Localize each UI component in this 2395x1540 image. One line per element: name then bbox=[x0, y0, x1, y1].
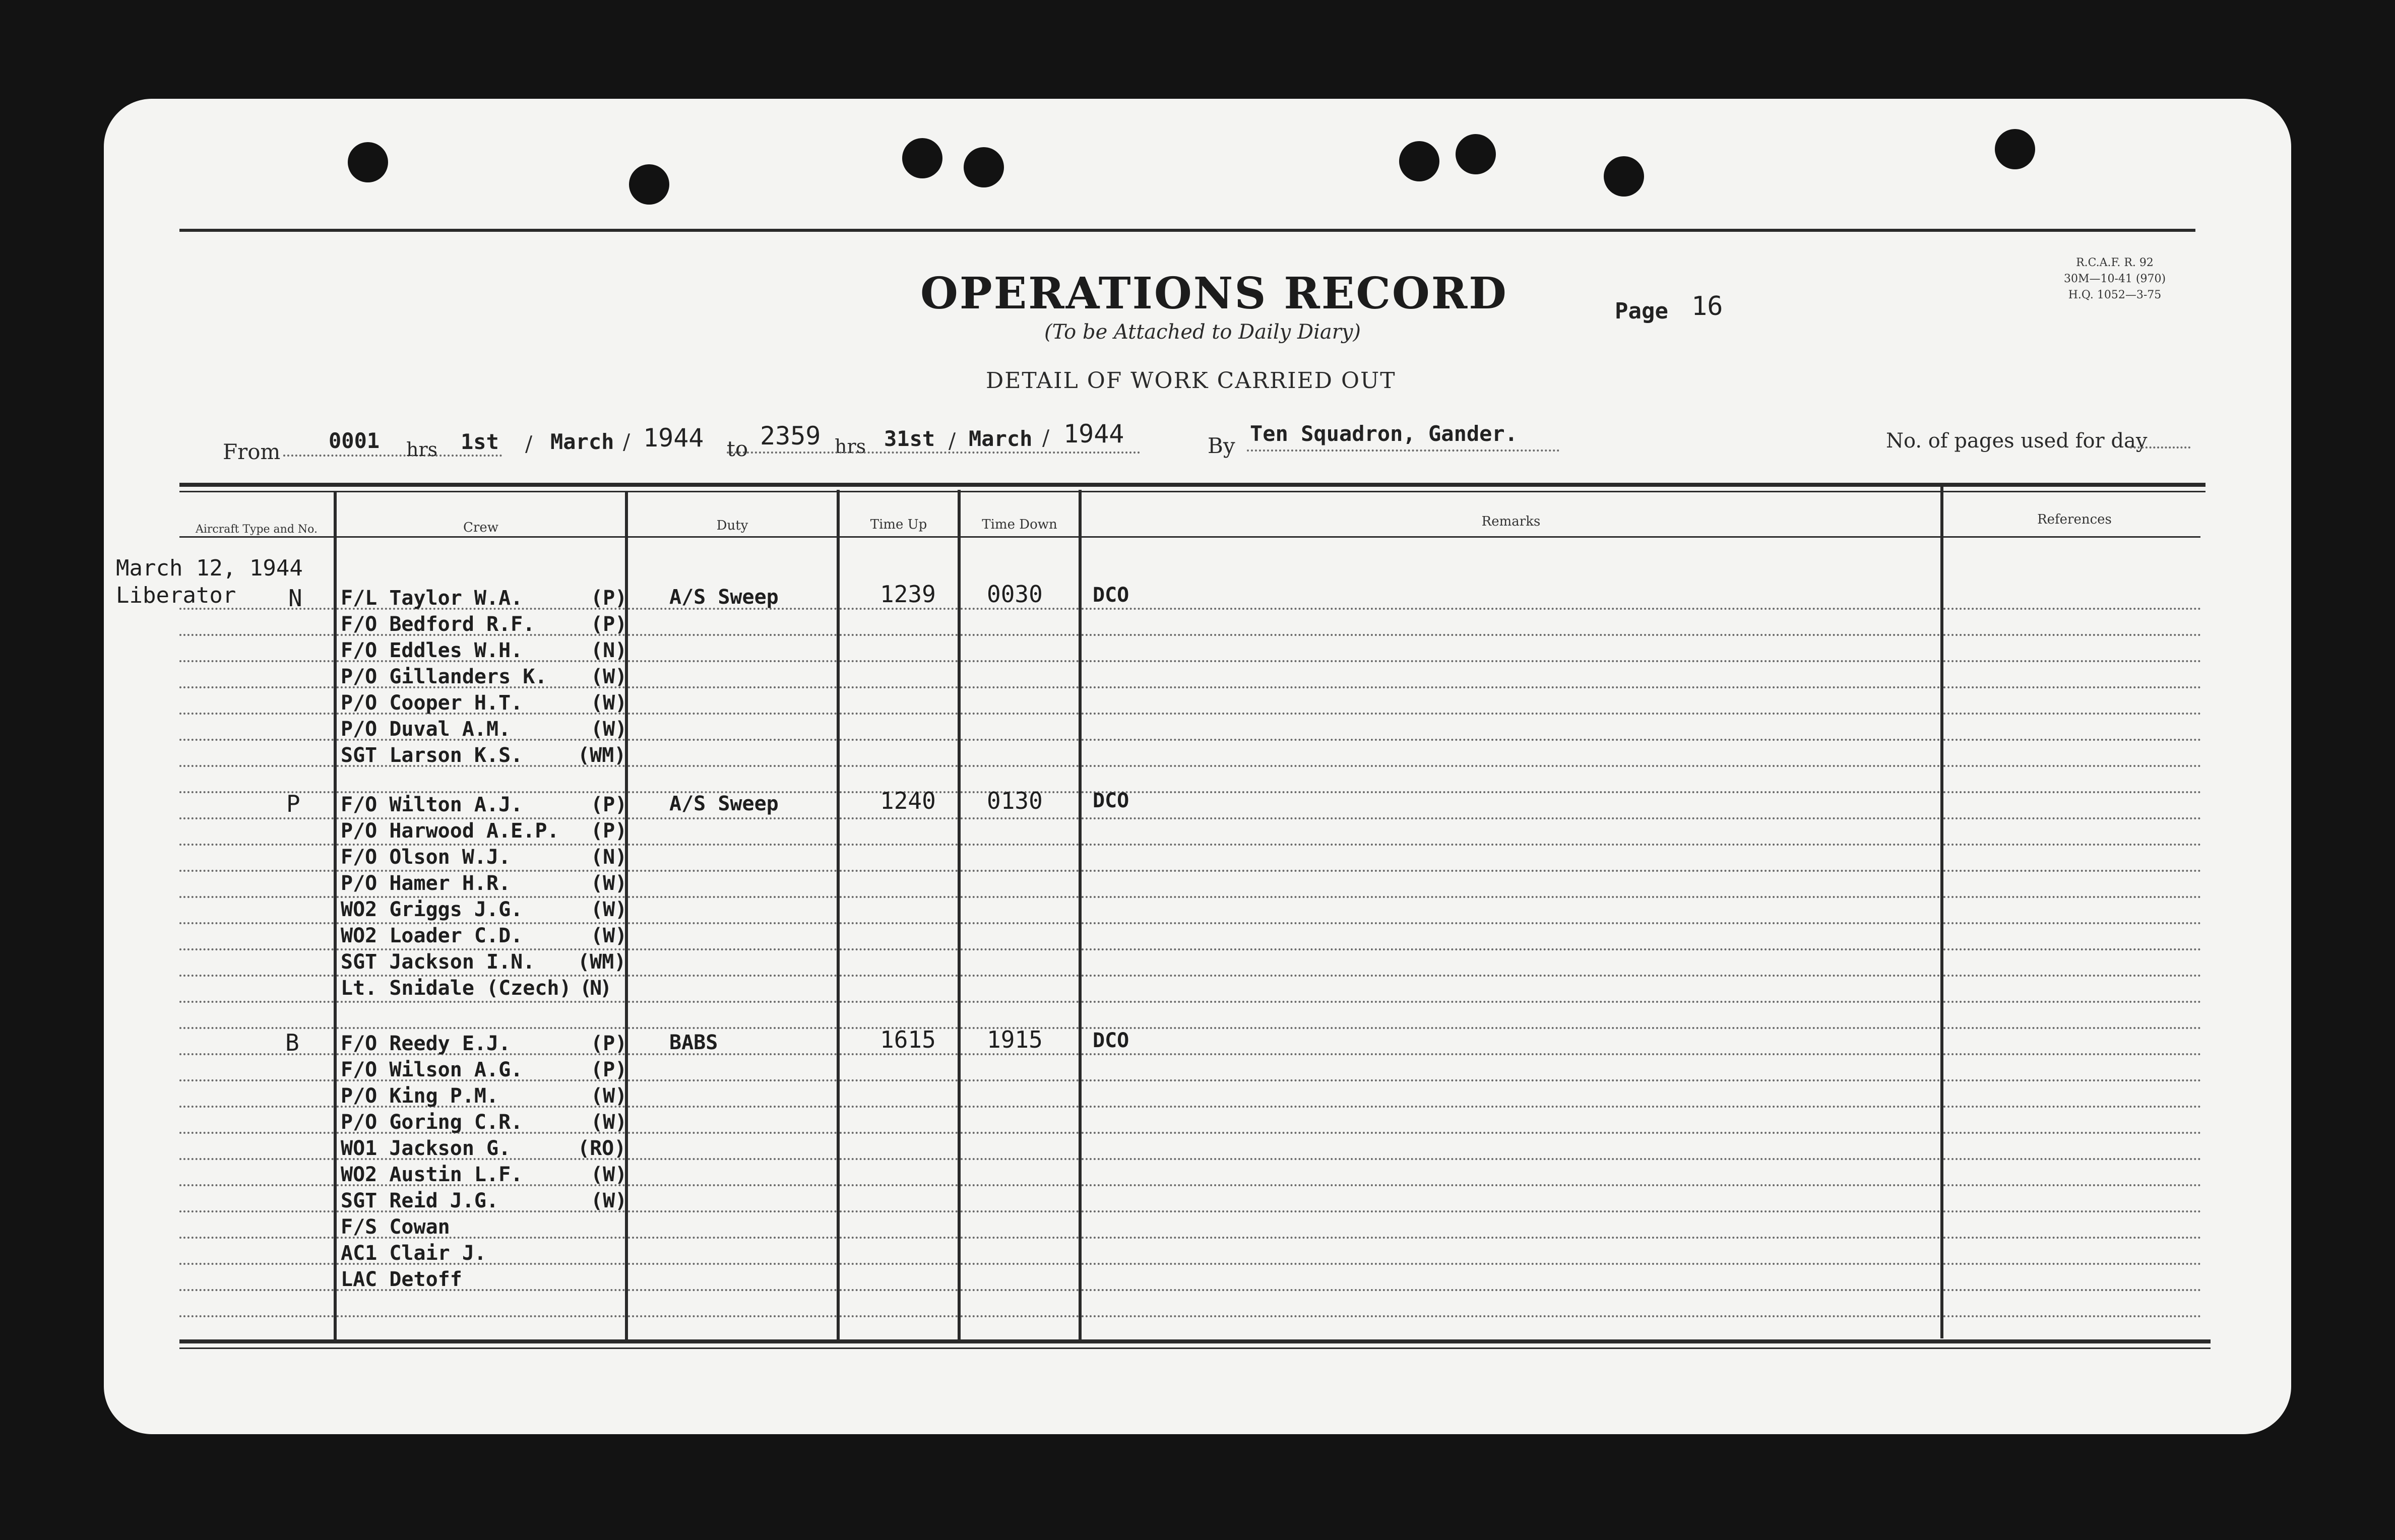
crew-member: WO1 Jackson G. bbox=[341, 1137, 511, 1160]
flight-aircraft-letter: P bbox=[286, 790, 300, 817]
ruled-line bbox=[179, 1106, 334, 1108]
crew-role: (W) bbox=[591, 872, 627, 895]
ruled-line bbox=[1082, 686, 1940, 688]
crew-member: F/O Reedy E.J. bbox=[341, 1032, 511, 1055]
flight-duty: A/S Sweep bbox=[669, 586, 779, 609]
punch-hole bbox=[1399, 141, 1439, 181]
ruled-line bbox=[179, 765, 334, 767]
ruled-line bbox=[337, 1001, 625, 1003]
flight-time-down: 0030 bbox=[987, 581, 1043, 608]
ruled-line bbox=[1082, 1132, 1940, 1134]
ruled-line bbox=[179, 1001, 334, 1003]
hrs-label: hrs bbox=[835, 435, 866, 458]
ruled-line bbox=[628, 948, 837, 950]
ruled-line bbox=[179, 1315, 334, 1317]
date-separator: / bbox=[525, 431, 533, 456]
crew-role: (W) bbox=[591, 924, 627, 947]
ruled-line bbox=[1082, 1210, 1940, 1212]
ruled-line bbox=[628, 1158, 837, 1160]
ruled-line bbox=[1943, 975, 2200, 977]
ruled-line bbox=[179, 1079, 334, 1081]
ruled-line bbox=[1082, 1053, 1940, 1055]
crew-member: F/O Bedford R.F. bbox=[341, 613, 535, 636]
ruled-line bbox=[840, 1106, 958, 1108]
ruled-line bbox=[179, 634, 334, 636]
col-header-aircraft: Aircraft Type and No. bbox=[195, 523, 318, 536]
ruled-line bbox=[840, 1315, 958, 1317]
ruled-line bbox=[1943, 817, 2200, 819]
entry-date: March 12, 1944 bbox=[116, 555, 303, 581]
ruled-line bbox=[628, 922, 837, 924]
ruled-line bbox=[1943, 1289, 2200, 1291]
ruled-line bbox=[628, 1289, 837, 1291]
flight-duty: A/S Sweep bbox=[669, 792, 779, 815]
ruled-line bbox=[1943, 922, 2200, 924]
page-subtitle: (To be Attached to Daily Diary) bbox=[1044, 320, 1361, 344]
ruled-line bbox=[840, 634, 958, 636]
ruled-line bbox=[961, 1210, 1079, 1212]
flight-aircraft-letter: N bbox=[288, 585, 302, 612]
ruled-line bbox=[840, 922, 958, 924]
ruled-line bbox=[1943, 1079, 2200, 1081]
crew-role: (W) bbox=[591, 1163, 627, 1186]
ruled-line bbox=[1082, 608, 1940, 610]
flight-time-up: 1239 bbox=[880, 581, 936, 608]
ruled-line bbox=[337, 1315, 625, 1317]
to-hrs-value: 2359 bbox=[760, 421, 821, 451]
ruled-line bbox=[1082, 817, 1940, 819]
ruled-line bbox=[961, 660, 1079, 662]
crew-role: (N) bbox=[580, 977, 610, 1000]
ruled-line bbox=[179, 660, 334, 662]
to-day-value: 31st bbox=[884, 426, 935, 451]
ruled-line bbox=[961, 1106, 1079, 1108]
ruled-line bbox=[628, 817, 837, 819]
ruled-line bbox=[628, 686, 837, 688]
ruled-line bbox=[1082, 1106, 1940, 1108]
crew-member: Lt. Snidale (Czech) bbox=[341, 977, 572, 1000]
flight-time-up: 1240 bbox=[880, 787, 936, 814]
ruled-line bbox=[179, 1027, 334, 1029]
crew-member: P/O Harwood A.E.P. bbox=[341, 819, 559, 843]
crew-member: P/O Goring C.R. bbox=[341, 1111, 523, 1134]
ruled-line bbox=[961, 896, 1079, 898]
ruled-line bbox=[961, 608, 1079, 610]
ruled-line bbox=[628, 1315, 837, 1317]
ruled-line bbox=[1943, 844, 2200, 846]
from-hrs-line bbox=[283, 455, 502, 457]
crew-role: (W) bbox=[591, 1084, 627, 1108]
ruled-line bbox=[179, 844, 334, 846]
date-separator: / bbox=[1042, 425, 1050, 450]
ruled-line bbox=[628, 1210, 837, 1212]
ruled-line bbox=[1943, 634, 2200, 636]
ruled-line bbox=[1943, 948, 2200, 950]
crew-role: (W) bbox=[591, 898, 627, 921]
ruled-line bbox=[961, 1263, 1079, 1265]
crew-member: F/L Taylor W.A. bbox=[341, 587, 523, 610]
crew-role: (P) bbox=[591, 1058, 627, 1081]
ruled-line bbox=[179, 896, 334, 898]
ruled-line bbox=[179, 791, 334, 793]
ruled-line bbox=[840, 844, 958, 846]
ruled-line bbox=[1082, 791, 1940, 793]
ruled-line bbox=[961, 1289, 1079, 1291]
ruled-line bbox=[179, 1158, 334, 1160]
from-label: From bbox=[223, 439, 281, 464]
ruled-line bbox=[1943, 1184, 2200, 1186]
ruled-line bbox=[1082, 1237, 1940, 1239]
flight-time-up: 1615 bbox=[880, 1026, 936, 1053]
ruled-line bbox=[840, 1001, 958, 1003]
ruled-line bbox=[179, 870, 334, 872]
crew-role: (RO) bbox=[578, 1137, 626, 1160]
ruled-line bbox=[840, 1132, 958, 1134]
flight-remarks: DCO bbox=[1093, 789, 1129, 812]
ruled-line bbox=[179, 948, 334, 950]
ruled-line bbox=[628, 713, 837, 715]
ruled-line bbox=[1082, 1315, 1940, 1317]
ruled-line bbox=[961, 713, 1079, 715]
crew-role: (P) bbox=[591, 1032, 627, 1055]
page-label: Page bbox=[1615, 298, 1668, 324]
crew-member: P/O Duval A.M. bbox=[341, 718, 511, 741]
ruled-line bbox=[179, 1237, 334, 1239]
ruled-line bbox=[961, 1001, 1079, 1003]
ruled-line bbox=[1082, 1184, 1940, 1186]
ruled-line bbox=[1943, 1263, 2200, 1265]
page-title: OPERATIONS RECORD bbox=[920, 268, 1508, 319]
ruled-line bbox=[1943, 896, 2200, 898]
ruled-line bbox=[628, 1079, 837, 1081]
crew-member: LAC Detoff bbox=[341, 1268, 462, 1291]
crew-member: F/S Cowan bbox=[341, 1215, 450, 1239]
date-separator: / bbox=[623, 429, 631, 454]
ruled-line bbox=[1943, 1315, 2200, 1317]
form-code-line: R.C.A.F. R. 92 bbox=[2076, 256, 2154, 269]
ruled-line bbox=[1082, 844, 1940, 846]
date-separator: / bbox=[949, 428, 956, 453]
to-month-value: March bbox=[969, 426, 1033, 451]
crew-member: P/O Gillanders K. bbox=[341, 665, 547, 688]
ruled-line bbox=[628, 739, 837, 741]
ruled-line bbox=[1943, 608, 2200, 610]
to-label: to bbox=[727, 436, 748, 461]
ruled-line bbox=[628, 1237, 837, 1239]
ruled-line bbox=[179, 1289, 334, 1291]
ruled-line bbox=[179, 1263, 334, 1265]
ruled-line bbox=[179, 1132, 334, 1134]
table-header-rule bbox=[179, 536, 2200, 538]
ruled-line bbox=[628, 1132, 837, 1134]
crew-member: F/O Olson W.J. bbox=[341, 846, 511, 869]
from-year-value: 1944 bbox=[643, 423, 704, 453]
ruled-line bbox=[961, 975, 1079, 977]
ruled-line bbox=[840, 1079, 958, 1081]
record-card bbox=[104, 99, 2291, 1434]
crew-member: AC1 Clair J. bbox=[341, 1242, 486, 1265]
crew-member: F/O Wilton A.J. bbox=[341, 793, 523, 816]
ruled-line bbox=[961, 1184, 1079, 1186]
ruled-line bbox=[1082, 922, 1940, 924]
ruled-line bbox=[1943, 686, 2200, 688]
ruled-line bbox=[1082, 1001, 1940, 1003]
crew-member: F/O Wilson A.G. bbox=[341, 1058, 523, 1081]
ruled-line bbox=[179, 1053, 334, 1055]
ruled-line bbox=[961, 1237, 1079, 1239]
ruled-line bbox=[628, 1027, 837, 1029]
ruled-line bbox=[1943, 870, 2200, 872]
pages-used-label: No. of pages used for day bbox=[1886, 429, 2148, 453]
ruled-line bbox=[179, 817, 334, 819]
crew-role: (N) bbox=[591, 639, 627, 662]
ruled-line bbox=[961, 1132, 1079, 1134]
ruled-line bbox=[840, 870, 958, 872]
col-header-crew: Crew bbox=[463, 520, 498, 535]
ruled-line bbox=[961, 844, 1079, 846]
ruled-line bbox=[840, 1210, 958, 1212]
ruled-line bbox=[1943, 1237, 2200, 1239]
by-line bbox=[1247, 450, 1559, 452]
ruled-line bbox=[840, 1053, 958, 1055]
ruled-line bbox=[1082, 713, 1940, 715]
ruled-line bbox=[1943, 1027, 2200, 1029]
ruled-line bbox=[1082, 739, 1940, 741]
ruled-line bbox=[1082, 1158, 1940, 1160]
ruled-line bbox=[961, 870, 1079, 872]
crew-member: WO2 Austin L.F. bbox=[341, 1163, 523, 1186]
crew-role: (W) bbox=[591, 718, 627, 741]
col-header-time-down: Time Down bbox=[982, 517, 1057, 532]
ruled-line bbox=[179, 686, 334, 688]
ruled-line bbox=[628, 1263, 837, 1265]
ruled-line bbox=[1082, 896, 1940, 898]
from-hrs-value: 0001 bbox=[329, 428, 380, 453]
ruled-line bbox=[1943, 1132, 2200, 1134]
crew-role: (WM) bbox=[578, 744, 626, 767]
ruled-line bbox=[1082, 1263, 1940, 1265]
ruled-line bbox=[1943, 791, 2200, 793]
crew-role: (P) bbox=[591, 793, 627, 816]
ruled-line bbox=[628, 1106, 837, 1108]
flight-remarks: DCO bbox=[1093, 1029, 1129, 1052]
punch-hole bbox=[1995, 129, 2035, 169]
ruled-line bbox=[628, 1001, 837, 1003]
hrs-label: hrs bbox=[406, 438, 438, 461]
ruled-line bbox=[1943, 1158, 2200, 1160]
ruled-line bbox=[1082, 765, 1940, 767]
crew-role: (P) bbox=[591, 587, 627, 610]
ruled-line bbox=[1082, 660, 1940, 662]
ruled-line bbox=[337, 1027, 625, 1029]
ruled-line bbox=[1943, 1053, 2200, 1055]
crew-member: P/O Cooper H.T. bbox=[341, 691, 523, 715]
ruled-line bbox=[840, 686, 958, 688]
ruled-line bbox=[961, 817, 1079, 819]
ruled-line bbox=[1943, 765, 2200, 767]
ruled-line bbox=[1082, 1289, 1940, 1291]
ruled-line bbox=[961, 1053, 1079, 1055]
table-bottom-rule bbox=[179, 1339, 2211, 1343]
flight-time-down: 0130 bbox=[987, 787, 1043, 814]
crew-role: (W) bbox=[591, 1189, 627, 1212]
ruled-line bbox=[1943, 1001, 2200, 1003]
ruled-line bbox=[961, 634, 1079, 636]
ruled-line bbox=[628, 1053, 837, 1055]
ruled-line bbox=[961, 948, 1079, 950]
crew-member: WO2 Loader C.D. bbox=[341, 924, 523, 947]
crew-member: P/O King P.M. bbox=[341, 1084, 499, 1108]
ruled-line bbox=[840, 1184, 958, 1186]
ruled-line bbox=[961, 1158, 1079, 1160]
ruled-line bbox=[1943, 739, 2200, 741]
crew-role: (W) bbox=[591, 691, 627, 715]
ruled-line bbox=[840, 713, 958, 715]
ruled-line bbox=[628, 870, 837, 872]
col-header-remarks: Remarks bbox=[1481, 514, 1541, 529]
ruled-line bbox=[840, 608, 958, 610]
crew-role: (P) bbox=[591, 819, 627, 843]
ruled-line bbox=[1943, 1106, 2200, 1108]
ruled-line bbox=[840, 1263, 958, 1265]
crew-role: (N) bbox=[591, 846, 627, 869]
ruled-line bbox=[628, 896, 837, 898]
crew-member: SGT Reid J.G. bbox=[341, 1189, 499, 1212]
crew-member: SGT Jackson I.N. bbox=[341, 950, 535, 974]
ruled-line bbox=[1082, 948, 1940, 950]
ruled-line bbox=[840, 817, 958, 819]
crew-role: (W) bbox=[591, 665, 627, 688]
punch-hole bbox=[348, 142, 388, 182]
ruled-line bbox=[1943, 660, 2200, 662]
ruled-line bbox=[840, 948, 958, 950]
ruled-line bbox=[961, 922, 1079, 924]
ruled-line bbox=[1082, 1027, 1940, 1029]
form-code-line: H.Q. 1052—3-75 bbox=[2068, 289, 2162, 301]
ruled-line bbox=[961, 686, 1079, 688]
col-header-time-up: Time Up bbox=[870, 517, 927, 532]
crew-member: WO2 Griggs J.G. bbox=[341, 898, 523, 921]
ruled-line bbox=[1082, 1079, 1940, 1081]
punch-hole bbox=[1456, 134, 1496, 174]
ruled-line bbox=[1943, 1210, 2200, 1212]
ruled-line bbox=[840, 1289, 958, 1291]
ruled-line bbox=[961, 739, 1079, 741]
ruled-line bbox=[1082, 870, 1940, 872]
ruled-line bbox=[1943, 713, 2200, 715]
punch-hole bbox=[1604, 156, 1644, 197]
form-code-line: 30M—10-41 (970) bbox=[2063, 273, 2166, 285]
flight-duty: BABS bbox=[669, 1031, 718, 1054]
aircraft-type: Liberator bbox=[116, 583, 236, 608]
punch-hole bbox=[629, 164, 669, 205]
ruled-line bbox=[628, 844, 837, 846]
ruled-line bbox=[840, 660, 958, 662]
ruled-line bbox=[840, 739, 958, 741]
flight-remarks: DCO bbox=[1093, 584, 1129, 607]
crew-role: (WM) bbox=[578, 950, 626, 974]
punch-hole bbox=[902, 138, 942, 178]
form-code bbox=[2049, 255, 2180, 303]
ruled-line bbox=[628, 765, 837, 767]
crew-role: (P) bbox=[591, 613, 627, 636]
crew-member: P/O Hamer H.R. bbox=[341, 872, 511, 895]
col-header-references: References bbox=[2037, 512, 2112, 527]
by-label: By bbox=[1208, 433, 1235, 458]
ruled-line bbox=[1082, 634, 1940, 636]
ruled-line bbox=[1082, 975, 1940, 977]
ruled-line bbox=[179, 739, 334, 741]
ruled-line bbox=[628, 660, 837, 662]
ruled-line bbox=[840, 975, 958, 977]
ruled-line bbox=[179, 1210, 334, 1212]
ruled-line bbox=[961, 765, 1079, 767]
ruled-line bbox=[628, 1184, 837, 1186]
ruled-line bbox=[840, 1237, 958, 1239]
table-top-rule bbox=[179, 483, 2205, 487]
table-top-rule-thin bbox=[179, 491, 2205, 492]
flight-time-down: 1915 bbox=[987, 1026, 1043, 1053]
pages-used-line bbox=[2130, 446, 2190, 448]
flight-aircraft-letter: B bbox=[285, 1029, 299, 1056]
period-line bbox=[727, 452, 1140, 454]
ruled-line bbox=[179, 1184, 334, 1186]
by-unit-value: Ten Squadron, Gander. bbox=[1250, 421, 1518, 446]
crew-member: SGT Larson K.S. bbox=[341, 744, 523, 767]
crew-role: (W) bbox=[591, 1111, 627, 1134]
ruled-line bbox=[840, 1158, 958, 1160]
crew-member: F/O Eddles W.H. bbox=[341, 639, 523, 662]
ruled-line bbox=[840, 896, 958, 898]
col-header-duty: Duty bbox=[716, 518, 748, 533]
ruled-line bbox=[179, 975, 334, 977]
ruled-line bbox=[628, 975, 837, 977]
ruled-line bbox=[961, 1315, 1079, 1317]
punch-hole bbox=[964, 147, 1004, 187]
ruled-line bbox=[179, 713, 334, 715]
detail-heading: DETAIL OF WORK CARRIED OUT bbox=[986, 368, 1396, 394]
from-month-value: March bbox=[550, 429, 614, 454]
top-rule bbox=[179, 229, 2195, 232]
ruled-line bbox=[628, 634, 837, 636]
table-bottom-rule-thin bbox=[179, 1348, 2211, 1349]
from-day-value: 1st bbox=[461, 429, 499, 454]
ruled-line bbox=[179, 922, 334, 924]
page-number: 16 bbox=[1691, 291, 1723, 322]
ruled-line bbox=[961, 1079, 1079, 1081]
to-year-value: 1944 bbox=[1063, 419, 1124, 448]
ruled-line bbox=[840, 765, 958, 767]
